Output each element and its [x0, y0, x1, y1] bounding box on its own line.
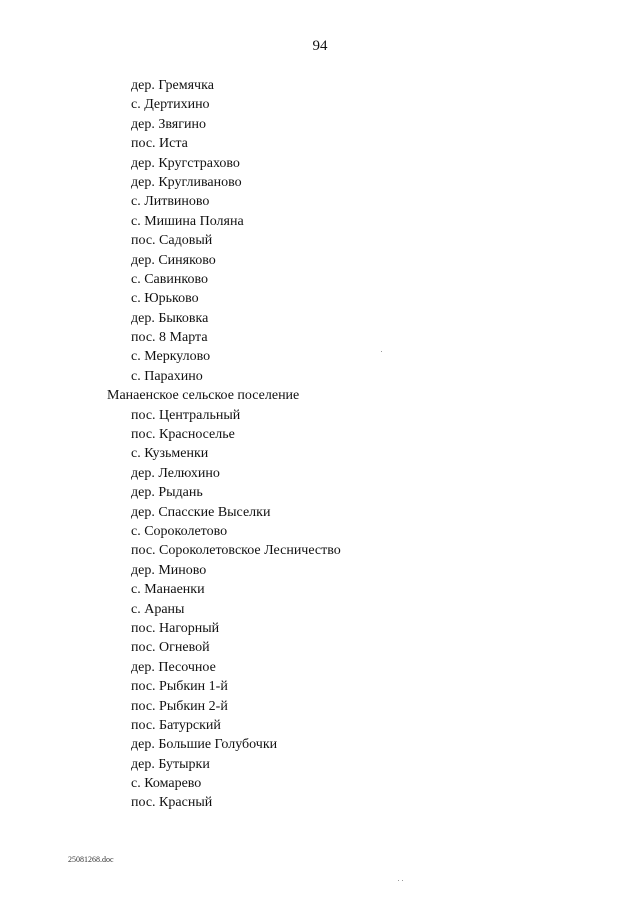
settlement-item: с. Дертихино — [131, 97, 210, 113]
settlement-item: пос. Красноселье — [131, 427, 235, 443]
settlement-item: дер. Спасские Выселки — [131, 504, 271, 520]
settlement-item: дер. Рыдань — [131, 485, 203, 501]
settlement-item: пос. Огневой — [131, 640, 210, 656]
settlement-item: пос. Батурский — [131, 717, 221, 733]
settlement-item: дер. Звягино — [131, 116, 206, 132]
document-code: 25081268.doc — [68, 855, 114, 864]
settlement-group-2 — [0, 406, 640, 813]
settlement-item: дер. Гремячка — [131, 78, 214, 93]
settlement-item: дер. Бутырки — [131, 756, 210, 772]
scan-speck — [381, 351, 382, 352]
settlement-item: пос. Иста — [131, 136, 188, 152]
section-heading: Манаенское сельское поселение — [107, 388, 300, 404]
settlement-group-1 — [0, 76, 640, 386]
settlement-item: дер. Лелюхино — [131, 465, 220, 481]
settlement-item: с. Комарево — [131, 776, 202, 792]
settlement-item: с. Юрьково — [131, 291, 199, 307]
settlement-item: пос. Сороколетовское Лесничество — [131, 543, 341, 559]
settlement-item: дер. Песочное — [131, 659, 216, 675]
settlement-item: пос. Нагорный — [131, 620, 220, 636]
settlement-item: пос. Центральный — [131, 407, 241, 423]
page-number: 94 — [312, 38, 328, 54]
settlement-item: с. Араны — [131, 601, 185, 617]
settlement-item: с. Литвиново — [131, 194, 210, 210]
settlement-item: дер. Быковка — [131, 310, 209, 326]
settlement-item: с. Меркулово — [131, 349, 211, 365]
settlement-item: пос. Садовый — [131, 233, 213, 249]
settlement-item: дер. Миново — [131, 562, 207, 578]
settlement-item: с. Мишина Поляна — [131, 213, 244, 229]
settlement-item: дер. Кругстрахово — [131, 155, 240, 171]
settlement-item: пос. Рыбкин 2-й — [131, 698, 228, 714]
settlement-item: с. Савинково — [131, 271, 208, 287]
scan-speck — [398, 880, 399, 881]
settlement-item: с. Парахино — [131, 368, 203, 384]
settlement-item: дер. Синяково — [131, 252, 216, 268]
settlement-list — [0, 76, 640, 813]
settlement-item: пос. Красный — [131, 795, 213, 811]
settlement-item: с. Манаенки — [131, 582, 205, 598]
settlement-item: пос. 8 Марта — [131, 330, 208, 346]
settlement-item: дер. Большие Голубочки — [131, 737, 278, 753]
settlement-item: пос. Рыбкин 1-й — [131, 679, 228, 695]
settlement-item: дер. Кругливаново — [131, 174, 242, 190]
scan-speck — [402, 880, 403, 881]
settlement-item: с. Кузьменки — [131, 446, 209, 462]
settlement-item: с. Сороколетово — [131, 523, 228, 539]
